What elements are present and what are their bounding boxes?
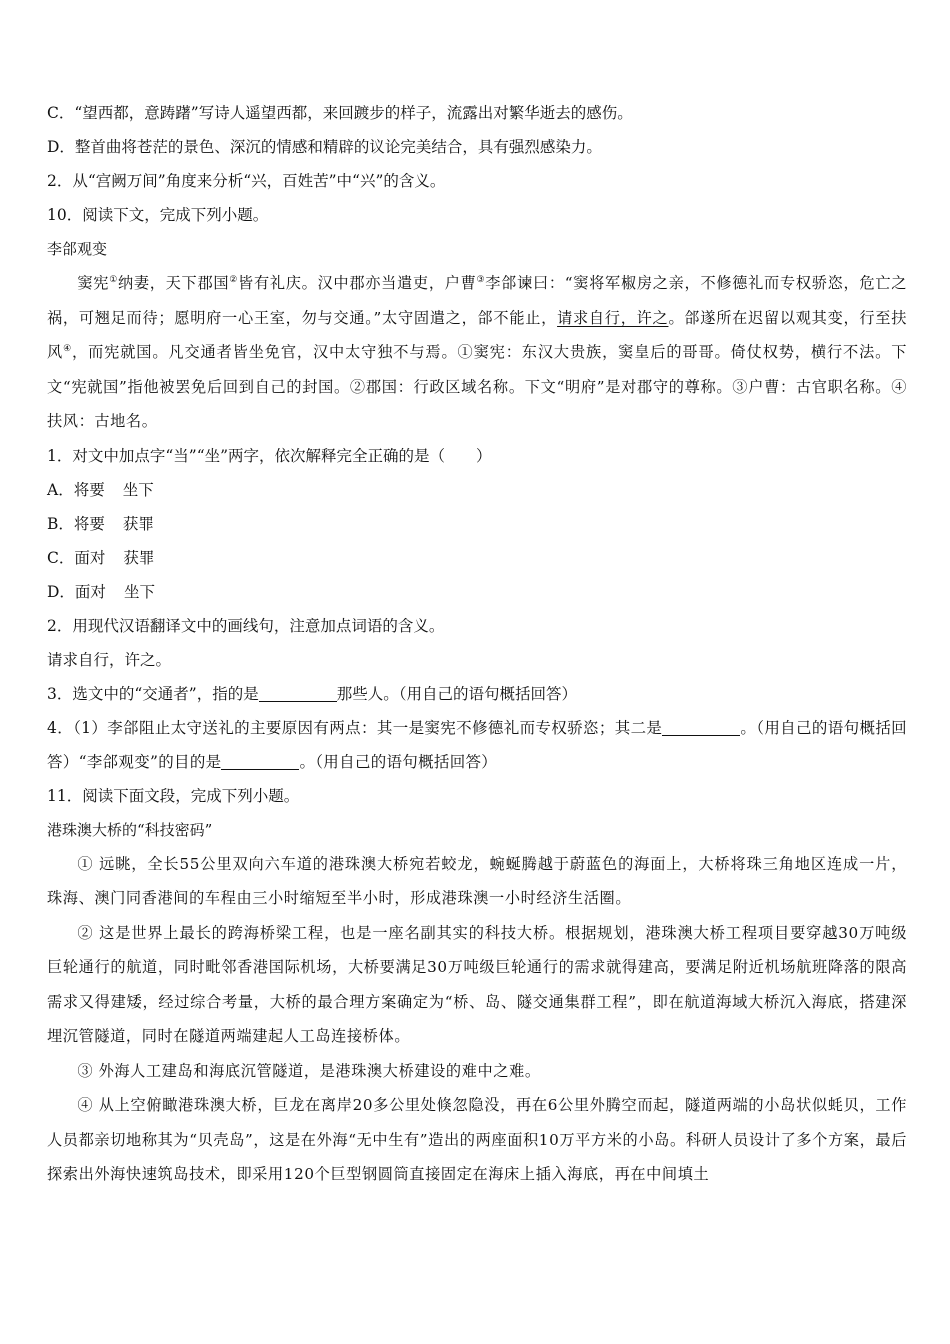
q10-subquestion-2-sentence: 请求自行，许之。 [47,650,172,669]
q10-option-c[interactable]: C．面对 获罪 [47,548,155,567]
answer-blank[interactable] [221,753,299,770]
q11-paragraph-4: ④ 从上空俯瞰港珠澳大桥，巨龙在离岸20多公里处倏忽隐没，再在6公里外腾空而起，隧道两端的小岛状似蚝贝，工作人员都亲切地称其为“贝壳岛”，这是在外海“无中生有”造出的两座面积10万平方米的小岛。科研人员设计了多个方案，最后探索出外海快速筑岛技术，即采用120个巨型钢圆筒直接固定在海床上插入海底，再在中间填土 [47,1096,907,1183]
q10-subquestion-1: 1．对文中加点字“当”“坐”两字，依次解释完全正确的是（ ） [47,446,492,465]
q11-paragraph-3: ③ 外海人工建岛和海底沉管隧道，是港珠澳大桥建设的难中之难。 [77,1061,541,1080]
q10-option-a[interactable]: A．将要 坐下 [47,480,154,499]
q10-stem: 10．阅读下文，完成下列小题。 [47,206,269,224]
answer-blank[interactable] [259,685,337,702]
q11-paragraph-2: ② 这是世界上最长的跨海桥梁工程，也是一座名副其实的科技大桥。根据规划，港珠澳大桥工程项目要穿越30万吨级巨轮通行的航道，同时毗邻香港国际机场，大桥要满足30万吨级巨轮通行的需求就得建高，要满足附近机场航班降落的限高需求又得建矮，经过综合考量，大桥的最合理方案确定为“桥、岛、隧交通集群工程”，即在航道海域大桥沉入海底，搭建深埋沉管隧道，同时在隧道两端建起人工岛连接桥体。 [47,923,907,1045]
underlined-sentence: 请求自行，许之 [557,308,669,327]
q10-passage: 窦宪①纳妻，天下郡国②皆有礼庆。汉中郡亦当遣吏，户曹③李郃谏曰：“窦将军椒房之亲，不修德礼而专权骄恣，危亡之祸，可翘足而待；愿明府一心王室，勿与交通。”太守固遣之，郃不能止，请求自行，许之。郃遂所在迟留以观其变，行至扶风④，而宪就国。凡交通者皆坐免官，汉中太守独不与焉。①窦宪：东汉大贵族，窦皇后的哥哥。倚仗权势，横行不法。下文“宪就国”指他被罢免后回到自己的封国。②郡国：行政区域名称。下文“明府”是对郡守的尊称。③户曹：古官职名称。④扶风：古地名。 [47,274,908,430]
q11-stem: 11．阅读下面文段，完成下列小题。 [47,786,300,805]
q9-option-c[interactable]: C．“望西都，意踌躇”写诗人遥望西都，来回踱步的样子，流露出对繁华逝去的感伤。 [47,104,633,122]
q10-passage-title: 李郃观变 [47,240,108,258]
q11-paragraph-1: ① 远眺，全长55公里双向六车道的港珠澳大桥宛若蛟龙，蜿蜒腾越于蔚蓝色的海面上，大桥将珠三角地区连成一片，珠海、澳门同香港间的车程由三小时缩短至半小时，形成港珠澳一小时经济生活圈。 [47,854,907,907]
answer-blank[interactable] [662,719,740,736]
q10-option-b[interactable]: B．将要 获罪 [47,514,154,533]
q9-subquestion-2: 2．从“宫阙万间”角度来分析“兴，百姓苦”中“兴”的含义。 [47,172,446,190]
q10-subquestion-4: 4．（1）李郃阻止太守送礼的主要原因有两点：其一是窦宪不修德礼而专权骄恣；其二是 。（用自己的语句概括回答）“李郃观变”的目的是 。（用自己的语句概括回答） [47,718,907,771]
q11-passage-title: 港珠澳大桥的“科技密码” [47,820,213,839]
q10-subquestion-2: 2．用现代汉语翻译文中的画线句，注意加点词语的含义。 [47,616,445,635]
document-page [47,96,907,1192]
q9-option-d[interactable]: D．整首曲将苍茫的景色、深沉的情感和精辟的议论完美结合，具有强烈感染力。 [47,138,602,156]
q10-subquestion-3: 3．选文中的“交通者”，指的是 那些人。（用自己的语句概括回答） [47,684,577,703]
q10-option-d[interactable]: D．面对 坐下 [47,582,155,601]
q10-notes: ①窦宪：东汉大贵族，窦皇后的哥哥。倚仗权势，横行不法。下文“宪就国”指他被罢免后回到自己的封国。②郡国：行政区域名称。下文“明府”是对郡守的尊称。③户曹：古官职名称。④扶风：古地名。 [47,343,907,430]
